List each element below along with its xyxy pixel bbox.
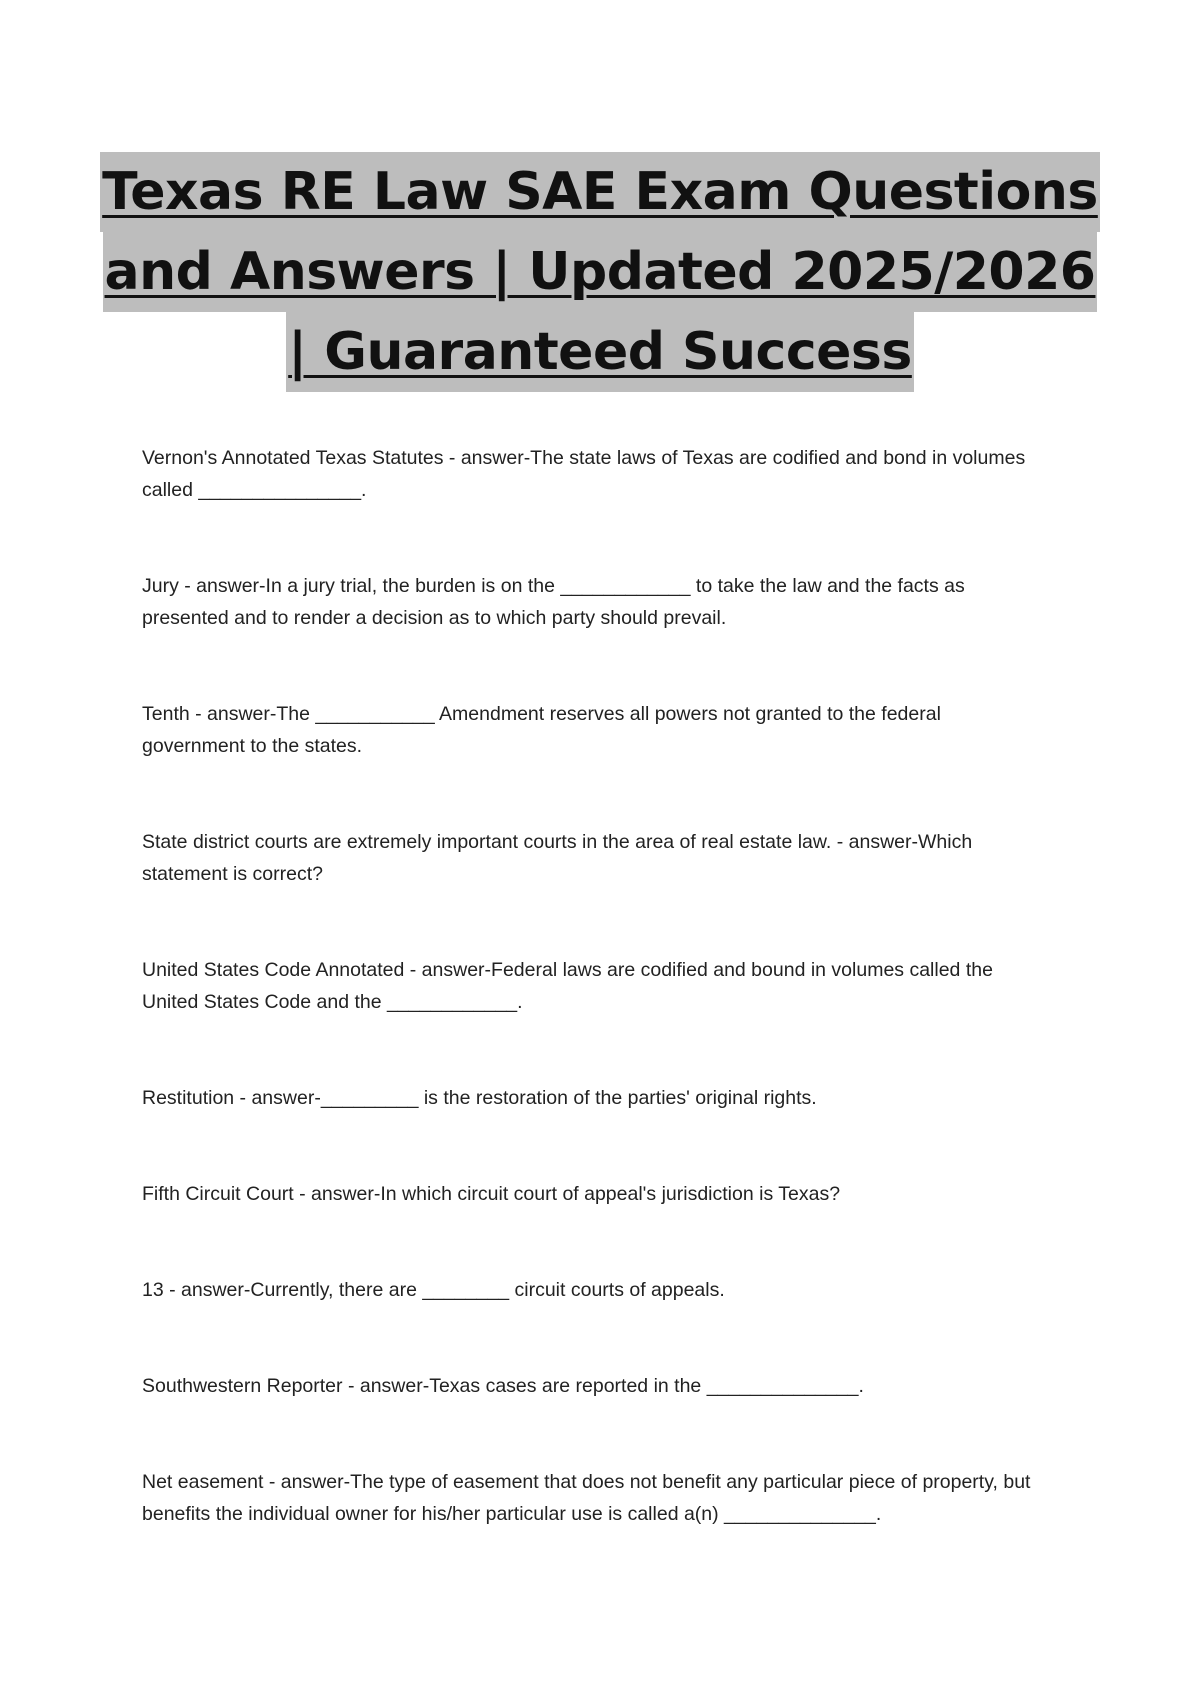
title-line-3: | Guaranteed Success: [286, 312, 914, 392]
qa-item-restitution: Restitution - answer-_________ is the restoration of the parties' original rights.: [142, 1087, 817, 1109]
qa-item-fifth-circuit: Fifth Circuit Court - answer-In which circuit court of appeal's jurisdiction is Texas?: [142, 1183, 841, 1205]
qa-item-circuit-count: 13 - answer-Currently, there are ________ circuit courts of appeals.: [142, 1279, 725, 1301]
qa-item-statutes: Vernon's Annotated Texas Statutes - answer-The state laws of Texas are codified and bond in volumes called _______________.: [142, 447, 1026, 501]
qa-list: [142, 442, 1072, 1530]
qa-item-southwestern-reporter: Southwestern Reporter - answer-Texas cases are reported in the ______________.: [142, 1375, 864, 1397]
title-line-2: and Answers | Updated 2025/2026: [103, 232, 1098, 312]
qa-item-tenth: Tenth - answer-The ___________ Amendment reserves all powers not granted to the federal government to the states.: [142, 703, 941, 757]
qa-item-jury: Jury - answer-In a jury trial, the burden is on the ____________ to take the law and the facts as presented and to render a decision as to which party should prevail.: [142, 575, 965, 629]
qa-item-net-easement: Net easement - answer-The type of easement that does not benefit any particular piece of property, but benefits the individual owner for his/her particular use is called a(n) ______________.: [142, 1471, 1031, 1525]
title-line-1: Texas RE Law SAE Exam Questions: [100, 152, 1100, 232]
qa-item-district-courts: State district courts are extremely important courts in the area of real estate law. - answer-Which statement is correct?: [142, 831, 973, 885]
document-title: [0, 152, 1200, 392]
qa-item-usca: United States Code Annotated - answer-Federal laws are codified and bound in volumes called the United States Code and the ____________.: [142, 959, 993, 1013]
